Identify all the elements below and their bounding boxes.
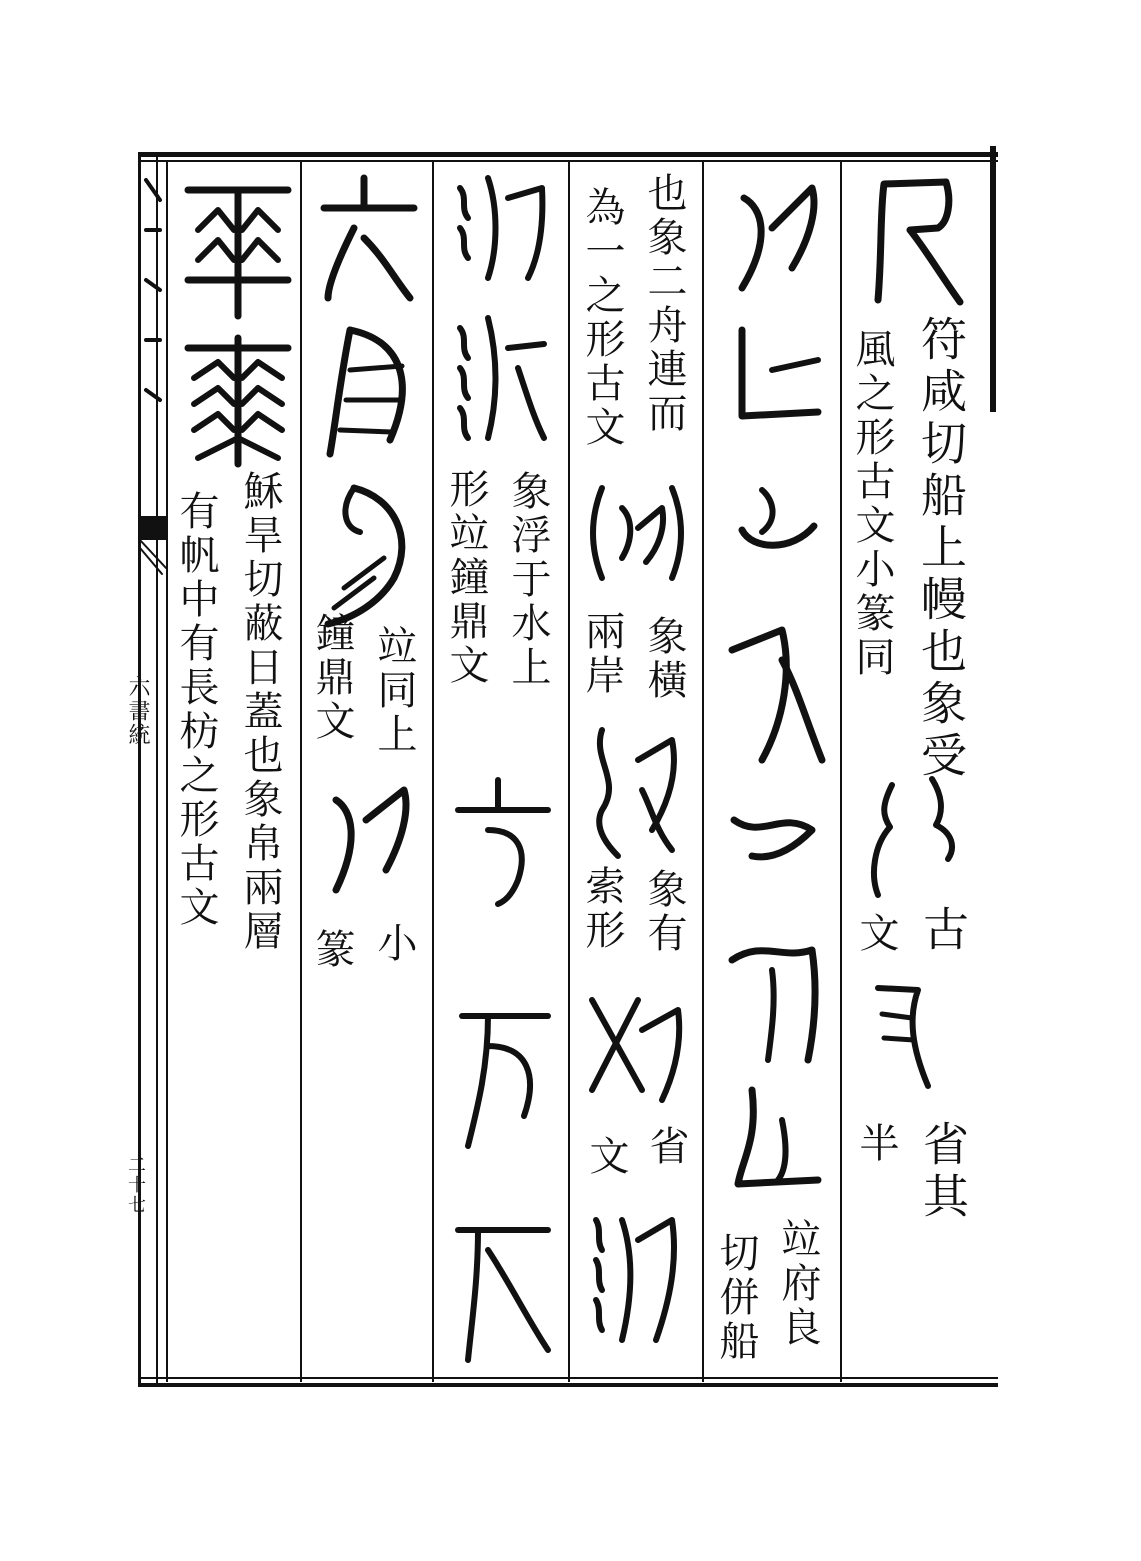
col3-suoxing: 索形 [579, 865, 625, 953]
seal-character-boat-a [722, 168, 832, 308]
seal-character-fan-water-b [448, 308, 558, 448]
col1-ban: 半 [853, 1122, 899, 1166]
col3-xiangyou: 象有 [641, 868, 687, 956]
col5-zhuan: 篆 [309, 928, 355, 972]
seal-character-boat-g [722, 1080, 832, 1200]
seal-character-fan [860, 172, 970, 312]
seal-character-boat-b [722, 320, 832, 430]
seal-character-boat-e [722, 780, 832, 890]
col2-line1: 竝府良 [775, 1218, 821, 1350]
col3-line2: 為一之形古文 [579, 186, 625, 450]
seal-character-san-a [178, 170, 298, 320]
margin-book-title: 六書統 [125, 675, 150, 747]
seal-character-boat-d [722, 610, 832, 770]
seal-character-zhou-a [314, 168, 424, 308]
col1-wen: 文 [853, 912, 899, 956]
col5-line1: 竝同上 [371, 625, 417, 757]
column-divider [432, 162, 434, 1382]
col5-line2: 鐘鼎文 [309, 612, 355, 744]
column-divider [840, 162, 842, 1382]
column-divider [568, 162, 570, 1382]
fishtail-mark [138, 516, 166, 540]
seal-character-fang-bronze-c [448, 1210, 558, 1370]
col3-liangan: 兩岸 [579, 610, 625, 698]
seal-character-boat-f [722, 920, 832, 1070]
seal-character-fang-rope [582, 980, 692, 1110]
column-divider [166, 162, 168, 1382]
col5-xiao: 小 [371, 922, 417, 966]
col1-gu: 古 [916, 905, 970, 957]
seal-character-fang-ancient [582, 478, 692, 588]
col1-line1: 符咸切船上幔也象受 [914, 315, 968, 783]
col6-line1: 穌旱切蔽日蓋也象帛兩層 [237, 470, 283, 954]
col2-line2: 切併船 [713, 1232, 759, 1364]
col3-wen: 文 [583, 1135, 629, 1179]
column-divider [300, 162, 302, 1382]
seal-character-fan-variant [862, 775, 962, 905]
column-divider [702, 162, 704, 1382]
seal-character-zhou-b [320, 320, 420, 460]
left-edge-fragment [140, 170, 166, 430]
col3-line1: 也象二舟連而 [641, 172, 687, 436]
seal-character-fang-banks [582, 720, 692, 860]
seal-character-fang-water [582, 1200, 692, 1350]
bottom-border [138, 1383, 998, 1387]
col3-xiangheng: 象橫 [641, 615, 687, 703]
col1-line2: 風之形古文小篆同 [849, 328, 895, 680]
seal-character-fang-bronze-b [448, 996, 558, 1156]
seal-character-fan-water-a [448, 168, 558, 288]
seal-character-fang-small-seal [316, 770, 426, 910]
fishtail-lines [138, 538, 168, 578]
col6-line2: 有帆中有長枋之形古文 [173, 490, 219, 930]
seal-character-fang-bronze-a [448, 770, 558, 910]
col1-shengqi: 省其 [916, 1120, 970, 1224]
seal-character-zhou-c [314, 478, 424, 628]
seal-character-fan-half [868, 968, 938, 1098]
seal-character-boat-c [722, 470, 832, 580]
margin-page-number: 二十七 [125, 1155, 146, 1215]
col4-line1: 象浮于水上 [505, 470, 551, 690]
top-border [138, 152, 998, 157]
right-border [990, 146, 996, 412]
seal-character-san-b [178, 328, 298, 468]
col3-sheng: 省 [643, 1125, 689, 1169]
col4-line2: 形竝鐘鼎文 [443, 468, 489, 688]
